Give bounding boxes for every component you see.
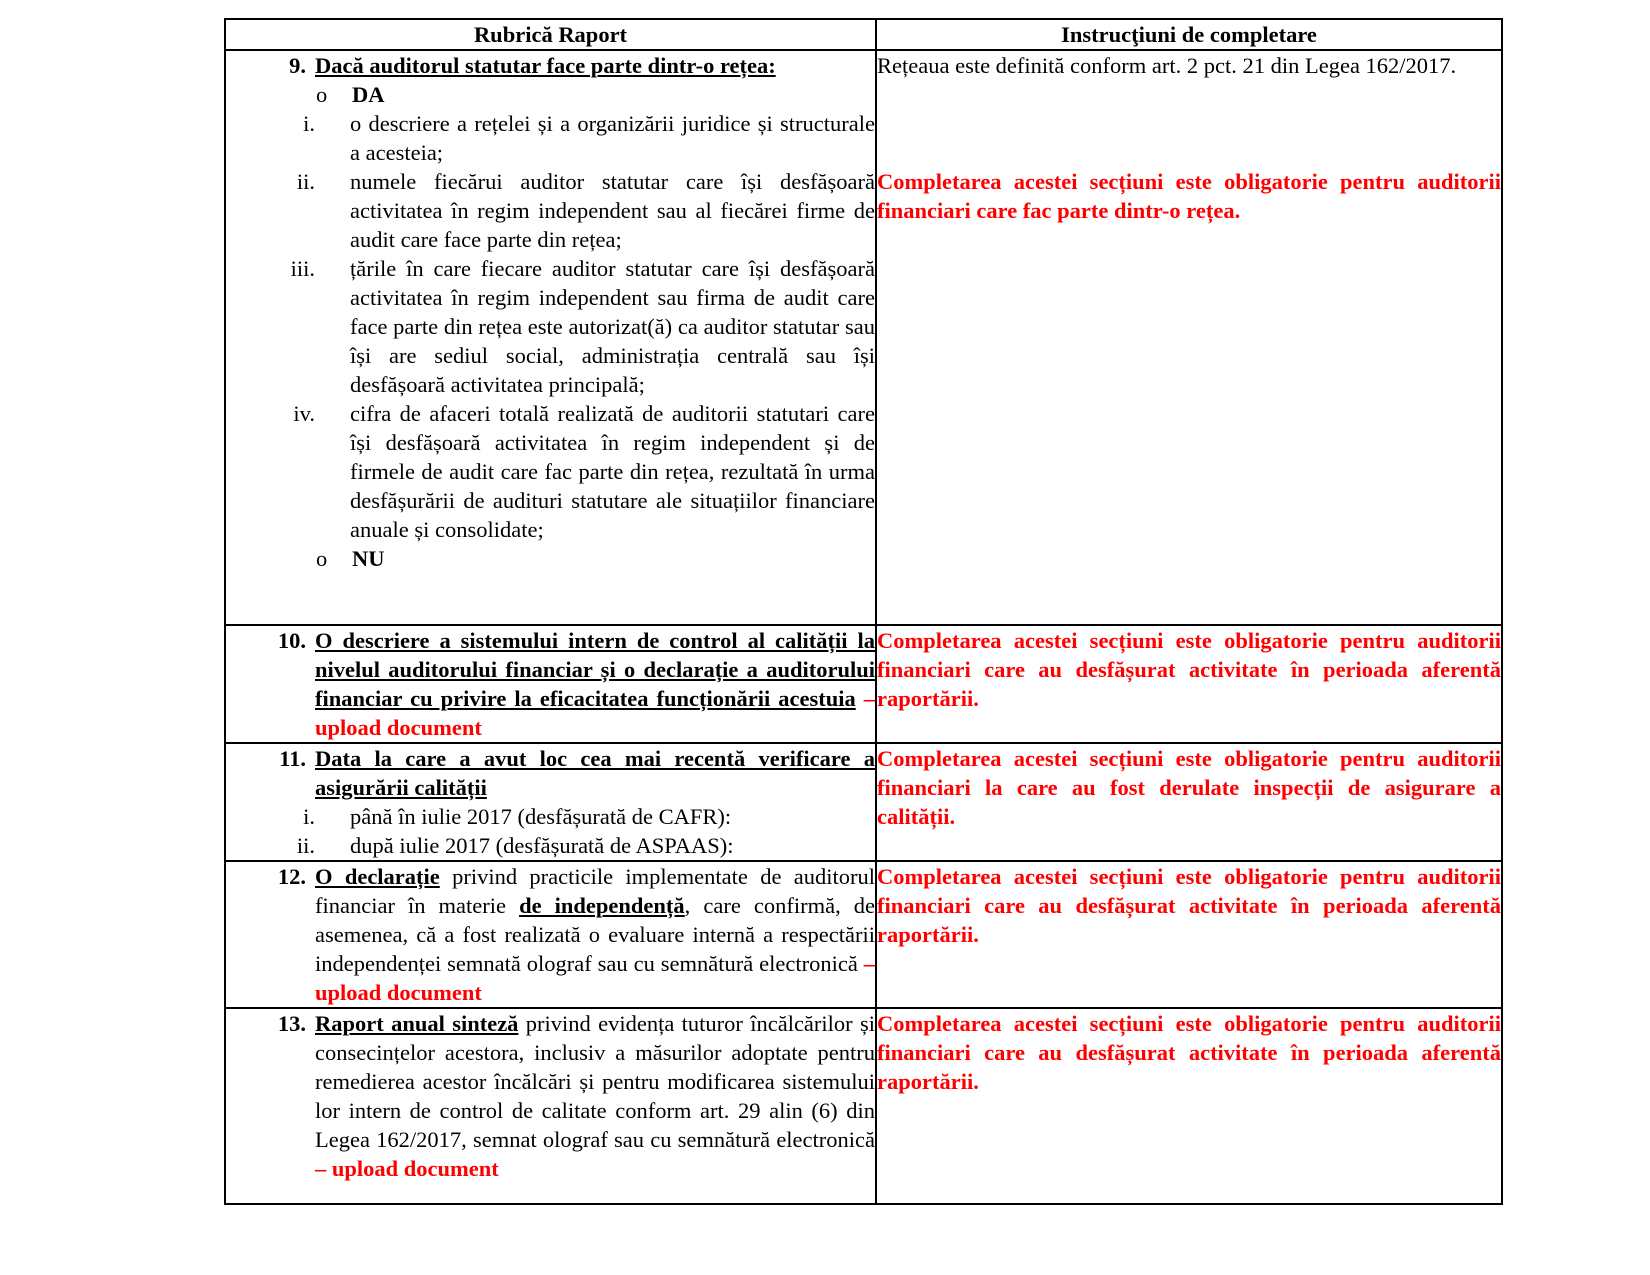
table-header-row bbox=[225, 19, 1502, 50]
list-item-number: iii. bbox=[290, 256, 315, 281]
instructiuni-cell-13 bbox=[876, 1008, 1502, 1204]
list-item bbox=[226, 399, 875, 544]
mandatory-note: Completarea acestei secțiuni este obligatorie pentru auditorii financiari care au desfășurat activitate în perioada aferentă raportării. bbox=[877, 1011, 1501, 1094]
table-row bbox=[225, 50, 1502, 625]
list-item bbox=[226, 254, 875, 399]
rubrica-cell-11 bbox=[225, 743, 876, 861]
instructiuni-cell-12 bbox=[876, 861, 1502, 1008]
upload-document-link[interactable]: – upload document bbox=[315, 686, 876, 740]
upload-document-link[interactable]: – upload document bbox=[315, 951, 876, 1005]
section-text: privind evidența tuturor încălcărilor și consecințelor acestora, inclusiv a măsurilor adoptate pentru remedierea acestor încălcări și pentru modificarea sistemului lor intern de control de calitate conform art. 29 alin (6) din Legea 162/2017, semnat olograf sau cu semnătură electronică bbox=[315, 1011, 876, 1152]
list-item-text: după iulie 2017 (desfășurată de ASPAAS): bbox=[350, 833, 734, 858]
upload-document-link[interactable]: – upload document bbox=[315, 1156, 499, 1181]
list-item-text: cifra de afaceri totală realizată de auditorii statutari care își desfășoară activitatea în regim independent și de firmele de audit care fac parte din rețea, rezultată în urma desfășurării de audituri statutare ale situațiilor financiare anuale și consolidate; bbox=[350, 401, 875, 542]
option-label: DA bbox=[352, 82, 385, 107]
mandatory-note: Completarea acestei secțiuni este obligatorie pentru auditorii financiari care au desfășurat activitate în perioada aferentă raportării. bbox=[877, 864, 1501, 947]
section-title: Data la care a avut loc cea mai recentă verificare a asigurării calității bbox=[315, 746, 875, 800]
section-text: privind practicile implementate de auditorul financiar în materie bbox=[315, 864, 875, 918]
section-title: O declarație bbox=[315, 864, 440, 889]
list-item-number: ii. bbox=[296, 833, 315, 858]
list-item-number: iv. bbox=[293, 401, 315, 426]
section-number: 12. bbox=[277, 864, 306, 889]
instruction-text: Rețeaua este definită conform art. 2 pct. 21 din Legea 162/2017. bbox=[877, 53, 1457, 78]
list-item-number: ii. bbox=[296, 169, 315, 194]
list-item-number: i. bbox=[303, 111, 315, 136]
column-header-instructiuni: Instrucţiuni de completare bbox=[876, 19, 1502, 50]
list-item bbox=[226, 109, 875, 167]
list-item-number: i. bbox=[303, 804, 315, 829]
option-da[interactable] bbox=[226, 80, 875, 109]
option-label: NU bbox=[352, 546, 385, 571]
list-item[interactable] bbox=[226, 831, 875, 860]
section-title: O descriere a sistemului intern de control al calității la nivelul auditorului financiar și o declarație a auditorului financiar cu privire la eficacitatea funcționării acestuia bbox=[315, 628, 875, 711]
rubrica-cell-9 bbox=[225, 50, 876, 625]
list-item-text: până în iulie 2017 (desfășurată de CAFR): bbox=[350, 804, 732, 829]
list-item-text: numele fiecărui auditor statutar care își desfășoară activitatea în regim independent sau al fiecărei firme de audit care face parte din rețea; bbox=[350, 169, 875, 252]
section-number: 13. bbox=[277, 1011, 306, 1036]
mandatory-note: Completarea acestei secțiuni este obligatorie pentru auditorii financiari care au desfășurat activitate în perioada aferentă raportării. bbox=[877, 628, 1501, 711]
table-row bbox=[225, 625, 1502, 743]
mandatory-note: Completarea acestei secțiuni este obligatorie pentru auditorii financiari care fac parte dintr-o rețea. bbox=[877, 169, 1501, 223]
section-title: Raport anual sinteză bbox=[315, 1011, 519, 1036]
rubrica-cell-13 bbox=[225, 1008, 876, 1204]
instructiuni-cell-10 bbox=[876, 625, 1502, 743]
rubrica-cell-12 bbox=[225, 861, 876, 1008]
report-table bbox=[224, 18, 1503, 1205]
list-item[interactable] bbox=[226, 802, 875, 831]
table-row bbox=[225, 861, 1502, 1008]
section-title: Dacă auditorul statutar face parte dintr-o rețea: bbox=[315, 53, 776, 78]
column-header-rubrica: Rubrică Raport bbox=[225, 19, 876, 50]
option-bullet-icon: o bbox=[316, 546, 328, 571]
option-nu[interactable] bbox=[226, 544, 875, 573]
table-row bbox=[225, 743, 1502, 861]
section-text: , care confirmă, de asemenea, că a fost realizată o evaluare internă a respectării independenței semnată olograf sau cu semnătură electronică bbox=[315, 893, 875, 976]
section-number: 11. bbox=[279, 746, 306, 771]
instructiuni-cell-11 bbox=[876, 743, 1502, 861]
list-item-text: țările în care fiecare auditor statutar care își desfășoară activitatea în regim independent sau firma de audit care face parte din rețea este autorizat(ă) ca auditor statutar sau își are sediul social, administrația centrală sau își desfășoară activitatea principală; bbox=[350, 256, 875, 397]
table-row bbox=[225, 1008, 1502, 1204]
rubrica-cell-10 bbox=[225, 625, 876, 743]
mandatory-note: Completarea acestei secțiuni este obligatorie pentru auditorii financiari la care au fost derulate inspecții de asigurare a calității. bbox=[877, 746, 1501, 829]
option-bullet-icon: o bbox=[316, 82, 328, 107]
section-title-emphasis: de independență bbox=[519, 893, 685, 918]
list-item bbox=[226, 167, 875, 254]
section-9 bbox=[226, 51, 875, 80]
instructiuni-cell-9 bbox=[876, 50, 1502, 625]
list-item-text: o descriere a rețelei și a organizării juridice și structurale a acesteia; bbox=[350, 111, 875, 165]
section-number: 10. bbox=[277, 628, 306, 653]
section-number: 9. bbox=[289, 53, 306, 78]
